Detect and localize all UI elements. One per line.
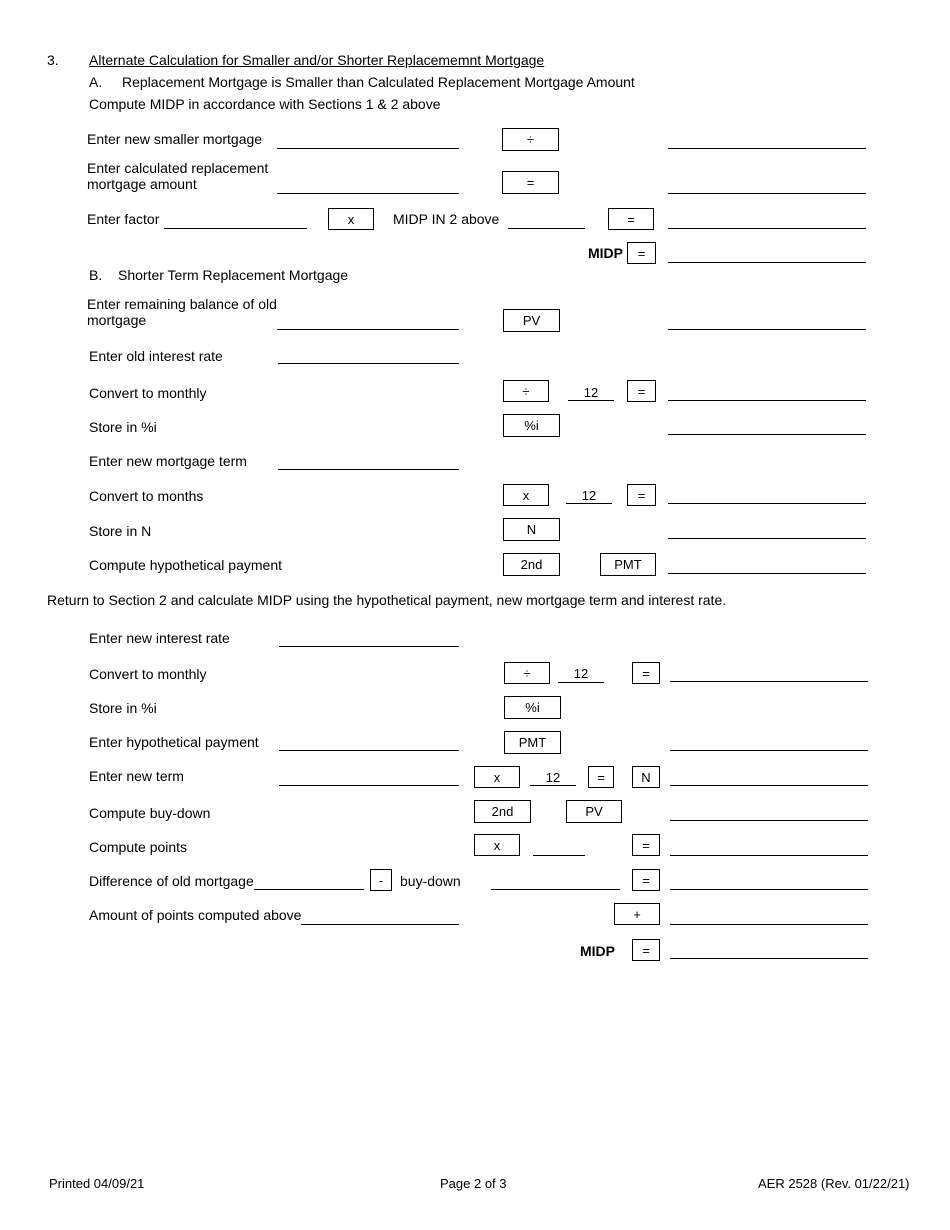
subsection-a-letter: A. [89,74,103,90]
field-points-rate[interactable] [533,855,585,856]
label-amount-points: Amount of points computed above [89,907,302,923]
midp-label: MIDP [588,245,623,261]
line-twelve [558,682,604,683]
line-twelve [568,400,614,401]
key-pct-i: %i [504,696,561,719]
key-divide: ÷ [503,380,549,402]
label-remaining-balance-2: mortgage [87,312,147,328]
key-equals: = [632,869,660,891]
key-equals: = [632,834,660,856]
field-remaining-balance[interactable] [277,329,459,330]
result-new-smaller-mortgage[interactable] [668,148,866,149]
result-points[interactable] [670,855,868,856]
value-twelve: 12 [573,666,589,681]
field-factor[interactable] [164,228,307,229]
key-equals: = [608,208,654,230]
key-n: N [632,766,660,788]
result-factor-product[interactable] [668,228,866,229]
field-old-interest-rate[interactable] [278,363,459,364]
field-difference-old[interactable] [254,889,364,890]
result-hyp-payment-c[interactable] [670,750,868,751]
field-new-term[interactable] [279,785,459,786]
key-plus: + [614,903,660,925]
subsection-b-letter: B. [89,267,103,283]
result-hyp-payment[interactable] [668,573,866,574]
result-old-monthly-rate[interactable] [668,400,866,401]
key-pct-i: %i [503,414,560,437]
label-new-term: Enter new term [89,768,184,784]
key-divide: ÷ [504,662,550,684]
result-store-n[interactable] [668,538,866,539]
field-hyp-payment[interactable] [279,750,459,751]
field-midp-2-above[interactable] [508,228,585,229]
field-calc-replacement[interactable] [277,193,459,194]
result-remaining-balance[interactable] [668,329,866,330]
key-times: x [474,834,520,856]
label-midp-in-2-above: MIDP IN 2 above [393,211,500,227]
key-2nd: 2nd [503,553,560,576]
section-title: Alternate Calculation for Smaller and/or Shorter Replacememnt Mortgage [89,52,545,68]
result-midp-c[interactable] [670,958,868,959]
subsection-a-instruction: Compute MIDP in accordance with Sections 1 & 2 above [89,96,441,112]
key-equals: = [502,171,559,194]
key-equals: = [632,662,660,684]
key-times: x [503,484,549,506]
value-twelve: 12 [583,385,599,400]
result-new-term[interactable] [670,785,868,786]
field-amount-points[interactable] [301,924,459,925]
key-2nd: 2nd [474,800,531,823]
label-calc-replacement-2: mortgage amount [87,176,197,192]
label-convert-monthly: Convert to monthly [89,385,207,401]
label-convert-months: Convert to months [89,488,204,504]
key-equals: = [627,242,656,264]
label-convert-monthly-c: Convert to monthly [89,666,207,682]
label-compute-hyp-payment: Compute hypothetical payment [89,557,282,573]
result-difference[interactable] [670,889,868,890]
result-new-monthly-rate[interactable] [670,681,868,682]
label-compute-buydown: Compute buy-down [89,805,211,821]
subsection-a-title: Replacement Mortgage is Smaller than Calculated Replacement Mortgage Amount [122,74,635,90]
result-months[interactable] [668,503,866,504]
key-pv: PV [503,309,560,332]
field-new-smaller-mortgage[interactable] [277,148,459,149]
footer-printed-date: Printed 04/09/21 [49,1176,145,1191]
key-equals: = [588,766,614,788]
value-twelve: 12 [545,770,561,785]
label-store-i: Store in %i [89,419,157,435]
result-store-i[interactable] [668,434,866,435]
subsection-b-title: Shorter Term Replacement Mortgage [118,267,349,283]
label-new-smaller-mortgage: Enter new smaller mortgage [87,131,263,147]
label-enter-factor: Enter factor [87,211,160,227]
field-new-mortgage-term[interactable] [278,469,459,470]
label-store-n: Store in N [89,523,152,539]
key-n: N [503,518,560,541]
result-amount-points[interactable] [670,924,868,925]
section-number: 3. [47,52,59,68]
label-new-mortgage-term: Enter new mortgage term [89,453,247,469]
label-remaining-balance-1: Enter remaining balance of old [87,296,277,312]
result-calc-replacement[interactable] [668,193,866,194]
line-twelve [530,785,576,786]
label-store-i-c: Store in %i [89,700,157,716]
midp-label-c: MIDP [580,943,615,959]
footer-page-number: Page 2 of 3 [440,1176,507,1191]
label-calc-replacement-1: Enter calculated replacement [87,160,269,176]
label-old-interest-rate: Enter old interest rate [89,348,223,364]
field-new-interest-rate[interactable] [279,646,459,647]
field-buydown[interactable] [491,889,620,890]
result-buydown[interactable] [670,820,868,821]
label-buydown: buy-down [400,873,461,889]
key-divide: ÷ [502,128,559,151]
label-difference-old: Difference of old mortgage [89,873,254,889]
key-equals: = [632,939,660,961]
value-twelve: 12 [581,488,597,503]
label-new-interest-rate: Enter new interest rate [89,630,230,646]
label-compute-points: Compute points [89,839,188,855]
key-pmt: PMT [600,553,656,576]
label-hyp-payment: Enter hypothetical payment [89,734,259,750]
return-note: Return to Section 2 and calculate MIDP using the hypothetical payment, new mortgage term and interest rate. [47,592,727,608]
key-pmt: PMT [504,731,561,754]
line-twelve [566,503,612,504]
key-equals: = [627,484,656,506]
key-times: x [474,766,520,788]
footer-form-id: AER 2528 (Rev. 01/22/21) [758,1176,910,1191]
key-times: x [328,208,374,230]
result-midp-a[interactable] [668,262,866,263]
key-pv: PV [566,800,622,823]
key-minus: - [370,869,392,891]
key-equals: = [627,380,656,402]
